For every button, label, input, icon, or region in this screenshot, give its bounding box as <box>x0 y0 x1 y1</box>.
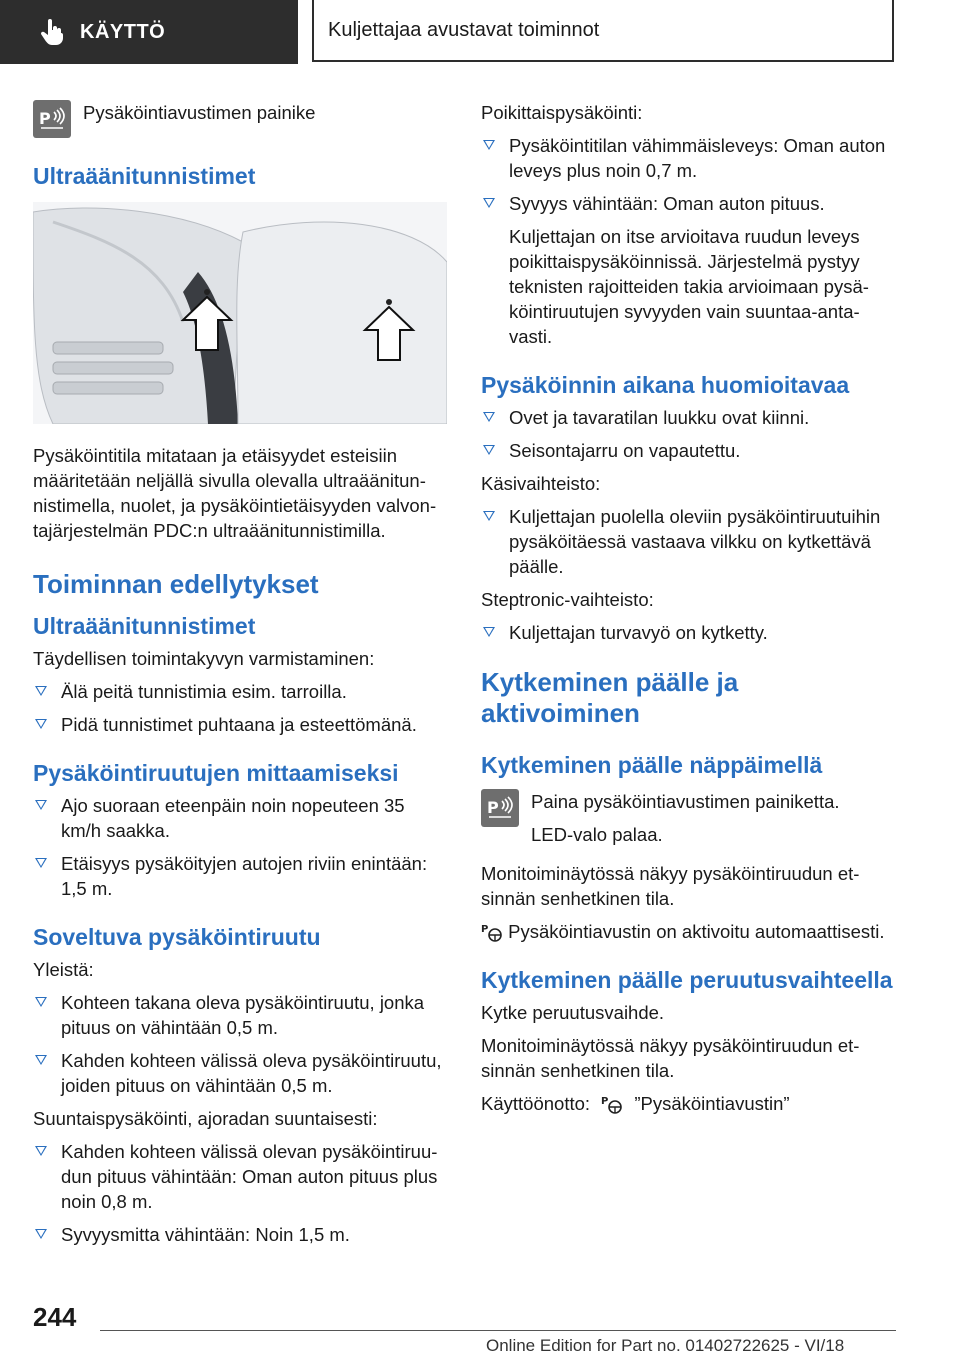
steptronic-label: Steptronic-vaihteisto: <box>481 589 654 610</box>
sensor-care-list <box>33 679 447 737</box>
list-item: Syvyysmitta vähintään: Noin 1,5 m. <box>33 1222 447 1247</box>
reverse-paragraph: Kytke peruutusvaihde. <box>481 1002 665 1023</box>
heading-conditions: Toiminnan edellytykset <box>33 569 319 599</box>
svg-text:P: P <box>481 924 489 935</box>
right-column <box>481 100 895 1124</box>
heading-note: Pysäköinnin aikana huomioitavaa <box>481 372 850 398</box>
list-item: Pysäköintitilan vähimmäisleveys: Oman auton leveys plus noin 0,7 m. <box>481 133 895 183</box>
note-list <box>481 405 895 463</box>
parking-steering-icon <box>601 1094 623 1114</box>
chapter-title: Kuljettajaa avustavat toiminnot <box>328 18 600 41</box>
car-sensors-illustration <box>33 202 447 424</box>
full-function-paragraph: Täydellisen toimintakyvyn varmistaminen: <box>33 648 375 669</box>
perpendicular-label: Poikittaispysäköinti: <box>481 102 643 123</box>
heading-switch-button: Kytkeminen päälle näppäimellä <box>481 752 823 778</box>
steptronic-list <box>481 620 895 645</box>
list-item: Etäisyys pysäköityjen autojen riviin enintään: 1,5 m. <box>33 851 447 901</box>
page-header <box>0 0 960 68</box>
list-item: Kahden kohteen välissä olevan pysäköintiruudun pituus vähintään: Oman auton pituus plus noin 0,8 m. <box>33 1139 447 1214</box>
page-number: 244 <box>33 1302 77 1332</box>
list-item: Pidä tunnistimet puhtaana ja esteettömänä. <box>33 712 447 737</box>
general-label: Yleistä: <box>33 959 94 980</box>
hand-pointer-icon <box>40 19 66 45</box>
chapter-tab <box>312 0 894 62</box>
press-button-row <box>481 789 895 855</box>
measure-list <box>33 793 447 901</box>
perpendicular-list <box>481 133 895 216</box>
auto-activated-paragraph: P Pysäköintiavustin on aktivoitu automaattisesti. <box>481 921 885 942</box>
button-caption-row <box>33 100 447 138</box>
heading-reverse: Kytkeminen päälle peruutusvaihteella <box>481 967 893 993</box>
list-item: Ajo suoraan eteenpäin noin nopeuteen 35 km/h saakka. <box>33 793 447 843</box>
left-column <box>33 100 447 1255</box>
section-tab <box>0 0 298 64</box>
svg-text:P: P <box>39 109 51 128</box>
list-item: Kahden kohteen välissä oleva pysäköintiruutu, joiden pituus on vähintään 0,5 m. <box>33 1048 447 1098</box>
manual-label: Käsivaihteisto: <box>481 473 601 494</box>
parking-assistant-button-icon <box>481 789 519 827</box>
list-item: Syvyys vähintään: Oman auton pituus. <box>481 191 895 216</box>
button-caption: Pysäköintiavustimen painike <box>83 102 316 123</box>
driver-note-paragraph: Kuljettajan on itse arvioitava ruudun leveys poikittaispysäköinnissä. Järjestelmä pystyy teknisten rajoitteiden takia arvioimaan pysäköintiruutujen syvyyden vain suuntaa-antavasti. <box>509 226 869 347</box>
heading-sensors: Ultraäänitunnistimet <box>33 163 256 189</box>
footer-divider <box>100 1330 896 1331</box>
heading-switch-on: Kytkeminen päälle ja aktivoiminen <box>481 667 739 728</box>
commission-paragraph: Käyttöönotto: P ”Pysäköintiavustin” <box>481 1093 790 1114</box>
parking-steering-icon <box>481 922 503 942</box>
press-button-text: Paina pysäköintiavustimen painiketta. <box>531 791 840 812</box>
list-item: Kuljettajan puolella oleviin pysäköintiruutuihin pysäköitäessä vastaava vilkku on kytkettävä päälle. <box>481 504 895 579</box>
parallel-label: Suuntaispysäköinti, ajoradan suuntaisesti: <box>33 1108 378 1129</box>
monitor-paragraph: Monitoiminäytössä näkyy pysäköintiruudun etsinnän senhetkinen tila. <box>481 863 860 909</box>
parallel-list <box>33 1139 447 1247</box>
general-list <box>33 990 447 1098</box>
heading-sensors-2: Ultraäänitunnistimet <box>33 613 256 639</box>
heading-suitable: Soveltuva pysäköintiruutu <box>33 924 321 950</box>
monitor-paragraph-2: Monitoiminäytössä näkyy pysäköintiruudun etsinnän senhetkinen tila. <box>481 1035 860 1081</box>
list-item: Kuljettajan turvavyö on kytketty. <box>481 620 895 645</box>
heading-measure: Pysäköintiruutujen mittaamiseksi <box>33 760 399 786</box>
list-item: Seisontajarru on vapautettu. <box>481 438 895 463</box>
section-title: KÄYTTÖ <box>80 20 166 43</box>
list-item: Ovet ja tavaratilan luukku ovat kiinni. <box>481 405 895 430</box>
sensors-paragraph: Pysäköintitila mitataan ja etäisyydet esteisiin määritetään neljällä sivulla olevalla ultraäänitunnistimella, nuolet, ja pysäköintietäisyyden valvontajärjestelmän PDC:n ultraäänitunnistimilla. <box>33 445 437 541</box>
svg-text:P: P <box>487 798 499 817</box>
svg-text:P: P <box>601 1096 609 1107</box>
list-item: Kohteen takana oleva pysäköintiruutu, jonka pituus on vähintään 0,5 m. <box>33 990 447 1040</box>
edition-text: Online Edition for Part no. 01402722625 - VI/18 <box>486 1336 845 1355</box>
led-text: LED-valo palaa. <box>531 824 663 845</box>
list-item: Älä peitä tunnistimia esim. tarroilla. <box>33 679 447 704</box>
manual-list <box>481 504 895 579</box>
parking-assistant-button-icon <box>33 100 71 138</box>
